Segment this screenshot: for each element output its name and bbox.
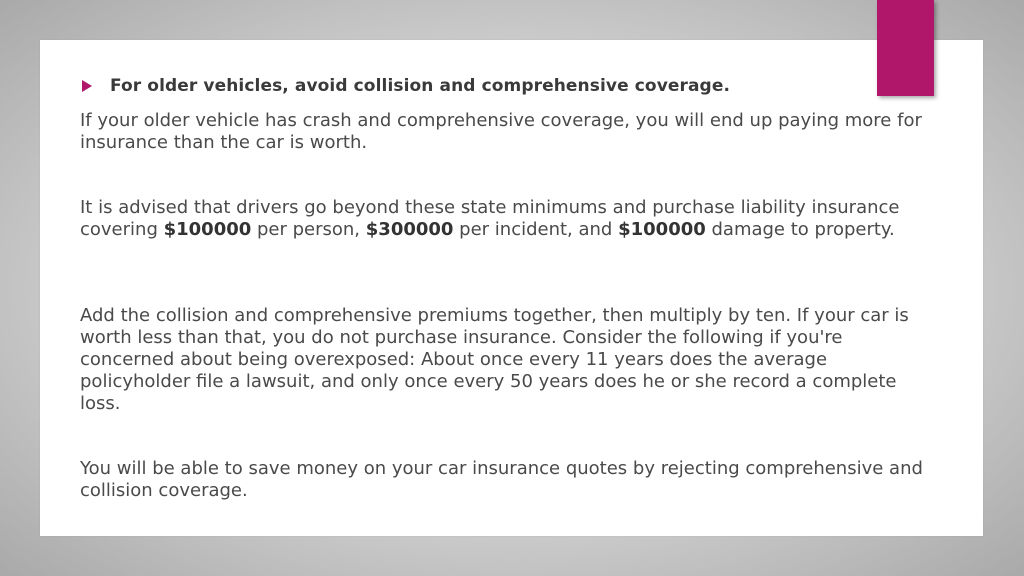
paragraph-2 bbox=[80, 197, 940, 241]
accent-tab bbox=[877, 0, 934, 96]
paragraph-2-text-4: damage to property. bbox=[705, 219, 895, 240]
paragraph-2-text-2: per person, bbox=[251, 219, 366, 240]
paragraph-2-text-1: It is advised that drivers go beyond these state minimums and purchase liability insurance covering bbox=[80, 197, 900, 240]
bullet-heading bbox=[82, 76, 730, 96]
bullet-heading-text: For older vehicles, avoid collision and comprehensive coverage. bbox=[110, 76, 731, 96]
amount-per-person: $100000 bbox=[163, 219, 252, 240]
triangle-right-icon bbox=[82, 80, 92, 92]
paragraph-1: If your older vehicle has crash and comprehensive coverage, you will end up paying more for insurance than the car is worth. bbox=[80, 110, 922, 153]
paragraph-4: You will be able to save money on your car insurance quotes by rejecting comprehensive and collision coverage. bbox=[80, 458, 923, 501]
paragraph-2-text-3: per incident, and bbox=[453, 219, 619, 240]
amount-property-damage: $100000 bbox=[618, 219, 706, 240]
amount-per-incident: $300000 bbox=[365, 219, 454, 240]
paragraph-3: Add the collision and comprehensive premiums together, then multiply by ten. If your car is worth less than that, you do not purchase insurance. Consider the following if you're concerned about being overexposed: About once every 11 years does the average policyholder file a lawsuit, and only once every 50 years does he or she record a complete loss. bbox=[80, 305, 909, 414]
